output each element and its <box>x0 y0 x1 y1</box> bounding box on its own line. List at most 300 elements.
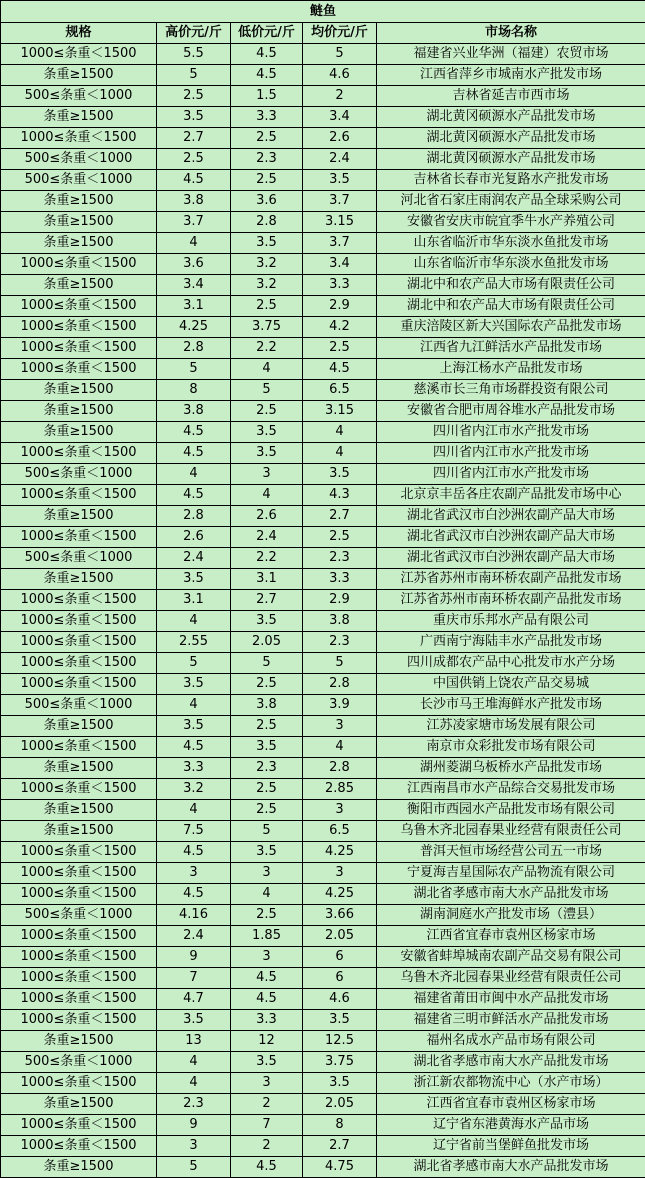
cell-market-name: 吉林省延吉市西市场 <box>377 86 645 107</box>
cell-market-name: 湖北省孝感市南大水产品批发市场 <box>377 1157 645 1178</box>
cell-low-price: 4.5 <box>231 968 303 989</box>
cell-market-name: 山东省临沂市华东淡水鱼批发市场 <box>377 233 645 254</box>
cell-avg-price: 4.5 <box>303 359 377 380</box>
cell-market-name: 江西南昌市水产品综合交易批发市场 <box>377 779 645 800</box>
cell-market-name: 江西省宜春市袁州区杨家市场 <box>377 1094 645 1115</box>
cell-avg-price: 5 <box>303 653 377 674</box>
cell-avg-price: 4 <box>303 443 377 464</box>
cell-spec: 500≤条重＜1000 <box>1 170 157 191</box>
cell-low-price: 5 <box>231 821 303 842</box>
cell-spec: 500≤条重＜1000 <box>1 86 157 107</box>
table-row <box>1 905 645 926</box>
table-row <box>1 44 645 65</box>
cell-avg-price: 4.3 <box>303 485 377 506</box>
cell-high-price: 4 <box>157 233 231 254</box>
cell-market-name: 普洱天恒市场经营公司五一市场 <box>377 842 645 863</box>
cell-spec: 500≤条重＜1000 <box>1 149 157 170</box>
cell-spec: 1000≤条重＜1500 <box>1 611 157 632</box>
cell-spec: 1000≤条重＜1500 <box>1 359 157 380</box>
table-row <box>1 380 645 401</box>
cell-spec: 1000≤条重＜1500 <box>1 863 157 884</box>
cell-high-price: 5 <box>157 1157 231 1178</box>
cell-low-price: 2.5 <box>231 800 303 821</box>
cell-spec: 1000≤条重＜1500 <box>1 842 157 863</box>
cell-high-price: 4.7 <box>157 989 231 1010</box>
cell-spec: 条重≥1500 <box>1 401 157 422</box>
cell-avg-price: 3.5 <box>303 464 377 485</box>
cell-high-price: 2.7 <box>157 128 231 149</box>
cell-high-price: 13 <box>157 1031 231 1052</box>
cell-high-price: 4 <box>157 695 231 716</box>
cell-avg-price: 4.6 <box>303 65 377 86</box>
cell-high-price: 3 <box>157 1136 231 1157</box>
table-row <box>1 149 645 170</box>
cell-avg-price: 2.85 <box>303 779 377 800</box>
cell-high-price: 4.16 <box>157 905 231 926</box>
cell-high-price: 4.5 <box>157 485 231 506</box>
cell-market-name: 乌鲁木齐北园春果业经营有限责任公司 <box>377 821 645 842</box>
cell-low-price: 3.5 <box>231 1052 303 1073</box>
cell-high-price: 3.5 <box>157 1010 231 1031</box>
table-row <box>1 821 645 842</box>
cell-low-price: 2.2 <box>231 548 303 569</box>
table-row <box>1 1157 645 1178</box>
cell-market-name: 江苏凌家塘市场发展有限公司 <box>377 716 645 737</box>
cell-avg-price: 3.7 <box>303 191 377 212</box>
cell-low-price: 3.2 <box>231 275 303 296</box>
cell-high-price: 3.5 <box>157 569 231 590</box>
cell-low-price: 4 <box>231 884 303 905</box>
cell-avg-price: 2.8 <box>303 758 377 779</box>
cell-avg-price: 4.6 <box>303 989 377 1010</box>
cell-high-price: 3.8 <box>157 401 231 422</box>
cell-market-name: 四川成都农产品中心批发市水产分场 <box>377 653 645 674</box>
cell-avg-price: 2.3 <box>303 632 377 653</box>
cell-market-name: 湖南洞庭水产批发市场（澧县） <box>377 905 645 926</box>
cell-low-price: 2.3 <box>231 149 303 170</box>
cell-low-price: 3 <box>231 1073 303 1094</box>
cell-market-name: 山东省临沂市华东淡水鱼批发市场 <box>377 254 645 275</box>
cell-low-price: 2.7 <box>231 590 303 611</box>
cell-spec: 1000≤条重＜1500 <box>1 443 157 464</box>
cell-low-price: 3 <box>231 863 303 884</box>
cell-spec: 500≤条重＜1000 <box>1 548 157 569</box>
table-row <box>1 422 645 443</box>
cell-low-price: 3.1 <box>231 569 303 590</box>
cell-spec: 条重≥1500 <box>1 380 157 401</box>
cell-high-price: 4 <box>157 1073 231 1094</box>
cell-high-price: 2.8 <box>157 506 231 527</box>
cell-spec: 条重≥1500 <box>1 1094 157 1115</box>
cell-high-price: 3.8 <box>157 191 231 212</box>
cell-avg-price: 2.05 <box>303 1094 377 1115</box>
cell-low-price: 7 <box>231 1115 303 1136</box>
cell-avg-price: 3.15 <box>303 401 377 422</box>
cell-low-price: 3.2 <box>231 254 303 275</box>
cell-low-price: 3.5 <box>231 443 303 464</box>
cell-market-name: 河北省石家庄雨润农产品全球采购公司 <box>377 191 645 212</box>
table-row <box>1 401 645 422</box>
table-row <box>1 212 645 233</box>
cell-spec: 1000≤条重＜1500 <box>1 947 157 968</box>
cell-high-price: 3.6 <box>157 254 231 275</box>
cell-spec: 条重≥1500 <box>1 758 157 779</box>
cell-market-name: 辽宁省东港黄海水产品市场 <box>377 1115 645 1136</box>
cell-low-price: 3.5 <box>231 233 303 254</box>
cell-avg-price: 3.5 <box>303 170 377 191</box>
header-low-price: 低价元/斤 <box>231 23 303 44</box>
cell-low-price: 2.2 <box>231 338 303 359</box>
cell-market-name: 南京市众彩批发市场有限公司 <box>377 737 645 758</box>
cell-market-name: 宁夏海吉星国际农产品物流有限公司 <box>377 863 645 884</box>
cell-avg-price: 3.5 <box>303 1010 377 1031</box>
cell-market-name: 湖北省武汉市白沙洲农副产品大市场 <box>377 527 645 548</box>
cell-high-price: 2.8 <box>157 338 231 359</box>
cell-avg-price: 2.3 <box>303 548 377 569</box>
cell-low-price: 3.75 <box>231 317 303 338</box>
cell-low-price: 4.5 <box>231 44 303 65</box>
cell-avg-price: 2.5 <box>303 338 377 359</box>
cell-avg-price: 3.4 <box>303 107 377 128</box>
header-avg-price: 均价元/斤 <box>303 23 377 44</box>
table-row <box>1 884 645 905</box>
cell-market-name: 长沙市马王堆海鲜水产批发市场 <box>377 695 645 716</box>
cell-low-price: 4.5 <box>231 65 303 86</box>
cell-high-price: 3 <box>157 863 231 884</box>
table-row <box>1 968 645 989</box>
table-row <box>1 254 645 275</box>
cell-high-price: 5 <box>157 653 231 674</box>
cell-high-price: 2.3 <box>157 1094 231 1115</box>
cell-spec: 条重≥1500 <box>1 65 157 86</box>
cell-market-name: 上海江杨水产品批发市场 <box>377 359 645 380</box>
cell-high-price: 7 <box>157 968 231 989</box>
cell-market-name: 湖北中和农产品大市场有限责任公司 <box>377 275 645 296</box>
header-spec: 规格 <box>1 23 157 44</box>
table-row <box>1 548 645 569</box>
cell-avg-price: 4 <box>303 737 377 758</box>
cell-avg-price: 3.9 <box>303 695 377 716</box>
cell-avg-price: 6.5 <box>303 821 377 842</box>
cell-market-name: 福州名成水产品市场有限公司 <box>377 1031 645 1052</box>
cell-high-price: 2.4 <box>157 926 231 947</box>
cell-high-price: 5.5 <box>157 44 231 65</box>
cell-low-price: 3.5 <box>231 611 303 632</box>
cell-market-name: 湖北黄冈硕源水产品批发市场 <box>377 128 645 149</box>
cell-spec: 1000≤条重＜1500 <box>1 632 157 653</box>
table-row <box>1 632 645 653</box>
table-row <box>1 86 645 107</box>
cell-avg-price: 2.6 <box>303 128 377 149</box>
cell-spec: 1000≤条重＜1500 <box>1 968 157 989</box>
cell-spec: 1000≤条重＜1500 <box>1 926 157 947</box>
cell-low-price: 2.5 <box>231 296 303 317</box>
cell-market-name: 湖北中和农产品大市场有限责任公司 <box>377 296 645 317</box>
cell-high-price: 5 <box>157 359 231 380</box>
cell-spec: 条重≥1500 <box>1 800 157 821</box>
cell-market-name: 北京京丰岳各庄农副产品批发市场中心 <box>377 485 645 506</box>
cell-spec: 条重≥1500 <box>1 212 157 233</box>
table-row <box>1 947 645 968</box>
cell-market-name: 重庆市乐邦水产品有限公司 <box>377 611 645 632</box>
cell-spec: 1000≤条重＜1500 <box>1 338 157 359</box>
cell-avg-price: 4.25 <box>303 842 377 863</box>
cell-low-price: 1.5 <box>231 86 303 107</box>
cell-high-price: 4 <box>157 1052 231 1073</box>
cell-high-price: 4.25 <box>157 317 231 338</box>
cell-low-price: 4 <box>231 485 303 506</box>
cell-low-price: 2.5 <box>231 128 303 149</box>
cell-market-name: 广西南宁海陆丰水产品批发市场 <box>377 632 645 653</box>
cell-low-price: 3.6 <box>231 191 303 212</box>
cell-high-price: 3.5 <box>157 716 231 737</box>
cell-market-name: 湖北省武汉市白沙洲农副产品大市场 <box>377 548 645 569</box>
cell-market-name: 福建省兴业华洲（福建）农贸市场 <box>377 44 645 65</box>
cell-spec: 条重≥1500 <box>1 821 157 842</box>
cell-market-name: 吉林省长春市光复路水产批发市场 <box>377 170 645 191</box>
cell-market-name: 福建省三明市鲜活水产品批发市场 <box>377 1010 645 1031</box>
cell-high-price: 4 <box>157 464 231 485</box>
cell-low-price: 3.3 <box>231 107 303 128</box>
cell-high-price: 3.1 <box>157 590 231 611</box>
table-row <box>1 674 645 695</box>
cell-avg-price: 3.3 <box>303 569 377 590</box>
table-row <box>1 926 645 947</box>
cell-spec: 1000≤条重＜1500 <box>1 590 157 611</box>
table-row <box>1 800 645 821</box>
cell-market-name: 江苏省苏州市南环桥农副产品批发市场 <box>377 590 645 611</box>
cell-spec: 条重≥1500 <box>1 569 157 590</box>
cell-spec: 1000≤条重＜1500 <box>1 527 157 548</box>
cell-spec: 1000≤条重＜1500 <box>1 989 157 1010</box>
cell-avg-price: 2.5 <box>303 527 377 548</box>
cell-avg-price: 3 <box>303 800 377 821</box>
cell-low-price: 12 <box>231 1031 303 1052</box>
cell-avg-price: 3.3 <box>303 275 377 296</box>
cell-low-price: 3 <box>231 464 303 485</box>
cell-spec: 条重≥1500 <box>1 422 157 443</box>
cell-low-price: 2.5 <box>231 170 303 191</box>
cell-spec: 1000≤条重＜1500 <box>1 485 157 506</box>
table-title: 鲢鱼 <box>1 1 645 23</box>
cell-low-price: 3.5 <box>231 422 303 443</box>
cell-spec: 条重≥1500 <box>1 1031 157 1052</box>
cell-market-name: 衡阳市西园水产品批发市场有限公司 <box>377 800 645 821</box>
cell-spec: 条重≥1500 <box>1 191 157 212</box>
cell-high-price: 4.5 <box>157 884 231 905</box>
cell-high-price: 4.5 <box>157 443 231 464</box>
cell-low-price: 2.3 <box>231 758 303 779</box>
cell-market-name: 中国供销上饶农产品交易城 <box>377 674 645 695</box>
cell-high-price: 3.5 <box>157 674 231 695</box>
cell-low-price: 2 <box>231 1094 303 1115</box>
cell-spec: 1000≤条重＜1500 <box>1 674 157 695</box>
cell-avg-price: 3.5 <box>303 1073 377 1094</box>
table-row <box>1 779 645 800</box>
table-row <box>1 107 645 128</box>
cell-spec: 500≤条重＜1000 <box>1 1052 157 1073</box>
cell-low-price: 2.5 <box>231 674 303 695</box>
table-row <box>1 359 645 380</box>
cell-low-price: 4.5 <box>231 1157 303 1178</box>
cell-market-name: 江西省九江鲜活水产品批发市场 <box>377 338 645 359</box>
cell-spec: 1000≤条重＜1500 <box>1 254 157 275</box>
cell-market-name: 湖北黄冈硕源水产品批发市场 <box>377 107 645 128</box>
cell-market-name: 安徽省合肥市周谷堆水产品批发市场 <box>377 401 645 422</box>
cell-spec: 条重≥1500 <box>1 107 157 128</box>
cell-high-price: 3.4 <box>157 275 231 296</box>
table-row <box>1 1031 645 1052</box>
cell-market-name: 江西省萍乡市城南水产批发市场 <box>377 65 645 86</box>
cell-high-price: 7.5 <box>157 821 231 842</box>
table-row <box>1 716 645 737</box>
cell-low-price: 2.6 <box>231 506 303 527</box>
cell-market-name: 湖北省武汉市白沙洲农副产品大市场 <box>377 506 645 527</box>
cell-avg-price: 3.7 <box>303 233 377 254</box>
cell-spec: 1000≤条重＜1500 <box>1 44 157 65</box>
cell-spec: 1000≤条重＜1500 <box>1 779 157 800</box>
table-row <box>1 737 645 758</box>
cell-avg-price: 3.8 <box>303 611 377 632</box>
cell-avg-price: 6 <box>303 968 377 989</box>
title-row <box>1 1 645 23</box>
cell-avg-price: 2.9 <box>303 590 377 611</box>
header-market-name: 市场名称 <box>377 23 645 44</box>
cell-spec: 1000≤条重＜1500 <box>1 296 157 317</box>
cell-high-price: 4 <box>157 611 231 632</box>
cell-high-price: 9 <box>157 1115 231 1136</box>
cell-avg-price: 3.75 <box>303 1052 377 1073</box>
table-row <box>1 758 645 779</box>
header-row <box>1 23 645 44</box>
cell-avg-price: 4 <box>303 422 377 443</box>
cell-high-price: 2.5 <box>157 149 231 170</box>
cell-spec: 1000≤条重＜1500 <box>1 1136 157 1157</box>
cell-spec: 1000≤条重＜1500 <box>1 317 157 338</box>
cell-avg-price: 2.05 <box>303 926 377 947</box>
cell-high-price: 2.5 <box>157 86 231 107</box>
table-row <box>1 590 645 611</box>
cell-market-name: 重庆涪陵区新大兴国际农产品批发市场 <box>377 317 645 338</box>
cell-market-name: 四川省内江市水产批发市场 <box>377 464 645 485</box>
table-row <box>1 128 645 149</box>
cell-high-price: 4.5 <box>157 170 231 191</box>
cell-spec: 500≤条重＜1000 <box>1 464 157 485</box>
cell-avg-price: 2.7 <box>303 506 377 527</box>
cell-spec: 500≤条重＜1000 <box>1 695 157 716</box>
table-row <box>1 989 645 1010</box>
cell-low-price: 2.05 <box>231 632 303 653</box>
cell-low-price: 2.5 <box>231 779 303 800</box>
cell-market-name: 湖北黄冈硕源水产品批发市场 <box>377 149 645 170</box>
cell-avg-price: 4.2 <box>303 317 377 338</box>
cell-low-price: 4.5 <box>231 989 303 1010</box>
cell-spec: 条重≥1500 <box>1 233 157 254</box>
header-high-price: 高价元/斤 <box>157 23 231 44</box>
table-row <box>1 1073 645 1094</box>
table-row <box>1 653 645 674</box>
cell-low-price: 2.4 <box>231 527 303 548</box>
cell-high-price: 4.5 <box>157 842 231 863</box>
cell-avg-price: 2.9 <box>303 296 377 317</box>
cell-market-name: 湖北省孝感市南大水产品批发市场 <box>377 884 645 905</box>
cell-high-price: 3.2 <box>157 779 231 800</box>
cell-avg-price: 3 <box>303 863 377 884</box>
cell-high-price: 9 <box>157 947 231 968</box>
cell-low-price: 3.5 <box>231 842 303 863</box>
cell-market-name: 湖北省孝感市南大水产品批发市场 <box>377 1052 645 1073</box>
cell-high-price: 4 <box>157 800 231 821</box>
table-row <box>1 506 645 527</box>
cell-low-price: 2.5 <box>231 716 303 737</box>
cell-low-price: 3.8 <box>231 695 303 716</box>
table-row <box>1 65 645 86</box>
cell-avg-price: 12.5 <box>303 1031 377 1052</box>
cell-spec: 1000≤条重＜1500 <box>1 1073 157 1094</box>
cell-market-name: 四川省内江市水产批发市场 <box>377 443 645 464</box>
cell-avg-price: 4.75 <box>303 1157 377 1178</box>
cell-low-price: 3 <box>231 947 303 968</box>
cell-market-name: 湖州菱湖乌板桥水产品批发市场 <box>377 758 645 779</box>
cell-market-name: 乌鲁木齐北园春果业经营有限责任公司 <box>377 968 645 989</box>
cell-spec: 1000≤条重＜1500 <box>1 737 157 758</box>
cell-spec: 1000≤条重＜1500 <box>1 653 157 674</box>
table-row <box>1 1136 645 1157</box>
cell-high-price: 3.7 <box>157 212 231 233</box>
cell-high-price: 2.4 <box>157 548 231 569</box>
table-row <box>1 296 645 317</box>
cell-spec: 条重≥1500 <box>1 275 157 296</box>
cell-avg-price: 3.4 <box>303 254 377 275</box>
cell-low-price: 3.3 <box>231 1010 303 1031</box>
cell-market-name: 安徽省蚌埠城南农副产品交易有限公司 <box>377 947 645 968</box>
table-row <box>1 485 645 506</box>
cell-high-price: 3.1 <box>157 296 231 317</box>
cell-low-price: 5 <box>231 653 303 674</box>
cell-low-price: 2.5 <box>231 401 303 422</box>
table-row <box>1 863 645 884</box>
cell-low-price: 1.85 <box>231 926 303 947</box>
cell-high-price: 5 <box>157 65 231 86</box>
cell-low-price: 2 <box>231 1136 303 1157</box>
table-row <box>1 170 645 191</box>
cell-low-price: 3.5 <box>231 737 303 758</box>
cell-spec: 500≤条重＜1000 <box>1 905 157 926</box>
cell-spec: 条重≥1500 <box>1 506 157 527</box>
cell-high-price: 2.6 <box>157 527 231 548</box>
cell-spec: 条重≥1500 <box>1 1157 157 1178</box>
table-row <box>1 1052 645 1073</box>
cell-spec: 1000≤条重＜1500 <box>1 884 157 905</box>
table-row <box>1 338 645 359</box>
table-row <box>1 569 645 590</box>
cell-avg-price: 5 <box>303 44 377 65</box>
cell-high-price: 8 <box>157 380 231 401</box>
cell-spec: 1000≤条重＜1500 <box>1 1010 157 1031</box>
cell-avg-price: 2.4 <box>303 149 377 170</box>
cell-avg-price: 6.5 <box>303 380 377 401</box>
table-row <box>1 443 645 464</box>
table-row <box>1 611 645 632</box>
cell-avg-price: 3 <box>303 716 377 737</box>
cell-market-name: 江苏省苏州市南环桥农副产品批发市场 <box>377 569 645 590</box>
cell-avg-price: 8 <box>303 1115 377 1136</box>
cell-low-price: 5 <box>231 380 303 401</box>
table-body <box>1 44 645 1178</box>
table-row <box>1 191 645 212</box>
table-row <box>1 695 645 716</box>
cell-avg-price: 4.25 <box>303 884 377 905</box>
